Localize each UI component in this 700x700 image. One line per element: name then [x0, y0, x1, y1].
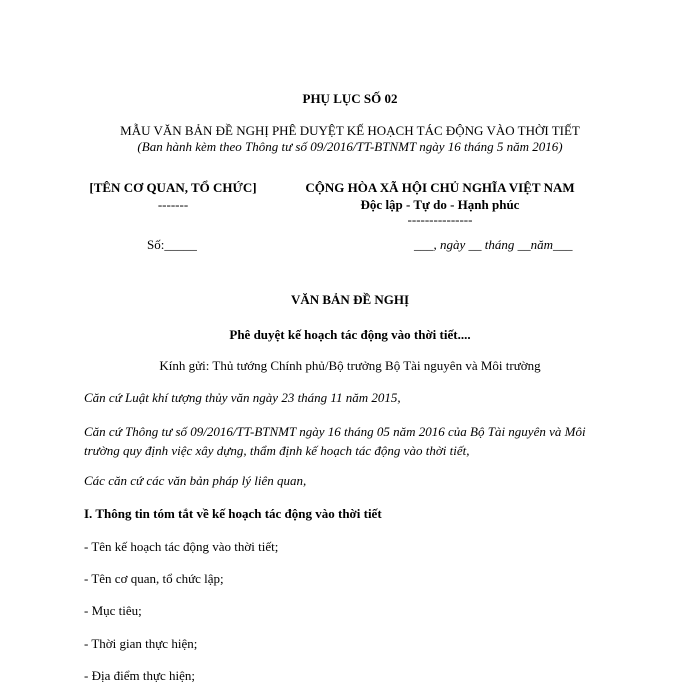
legal-basis-item: Căn cứ Thông tư số 09/2016/TT-BTNMT ngày 16 tháng 05 năm 2016 của Bộ Tài nguyên và Môi trường quy định việc xây dựng, thẩm định kế hoạch tác động vào thời tiết, [84, 424, 586, 458]
legal-basis-item: Căn cứ Luật khí tượng thủy văn ngày 23 tháng 11 năm 2015, [84, 390, 401, 405]
section-item: - Địa điểm thực hiện; [84, 668, 196, 683]
document-subject: Phê duyệt kế hoạch tác động vào thời tiết.... [229, 327, 471, 342]
date-line: ___, ngày __ tháng __năm___ [414, 237, 573, 252]
recipient: Kính gửi: Thủ tướng Chính phủ/Bộ trưởng Bộ Tài nguyên và Môi trường [159, 358, 541, 373]
section-item: - Mục tiêu; [84, 603, 142, 618]
legal-basis-item: Các căn cứ các văn bản pháp lý liên quan, [84, 473, 307, 488]
motto: Độc lập - Tự do - Hạnh phúc [360, 197, 520, 212]
appendix-title: PHỤ LỤC SỐ 02 [302, 91, 398, 106]
form-subtitle: (Ban hành kèm theo Thông tư số 09/2016/TT-BTNMT ngày 16 tháng 5 năm 2016) [137, 139, 563, 154]
section-item: - Thời gian thực hiện; [84, 636, 198, 651]
org-dashes: ------- [157, 197, 189, 212]
document-title: VĂN BẢN ĐỀ NGHỊ [290, 292, 410, 307]
section-item: - Tên kế hoạch tác động vào thời tiết; [84, 539, 279, 554]
section-heading: I. Thông tin tóm tắt về kế hoạch tác động vào thời tiết [84, 506, 382, 521]
org-name: [TÊN CƠ QUAN, TỔ CHỨC] [89, 180, 257, 195]
nation-title: CỘNG HÒA XÃ HỘI CHỦ NGHĨA VIỆT NAM [305, 180, 575, 195]
form-title: MẪU VĂN BẢN ĐỀ NGHỊ PHÊ DUYỆT KẾ HOẠCH TÁC ĐỘNG VÀO THỜI TIẾT [120, 123, 580, 138]
section-item: - Tên cơ quan, tổ chức lập; [84, 571, 224, 586]
motto-dashes: --------------- [407, 212, 473, 227]
document-number: Số:_____ [147, 237, 197, 252]
